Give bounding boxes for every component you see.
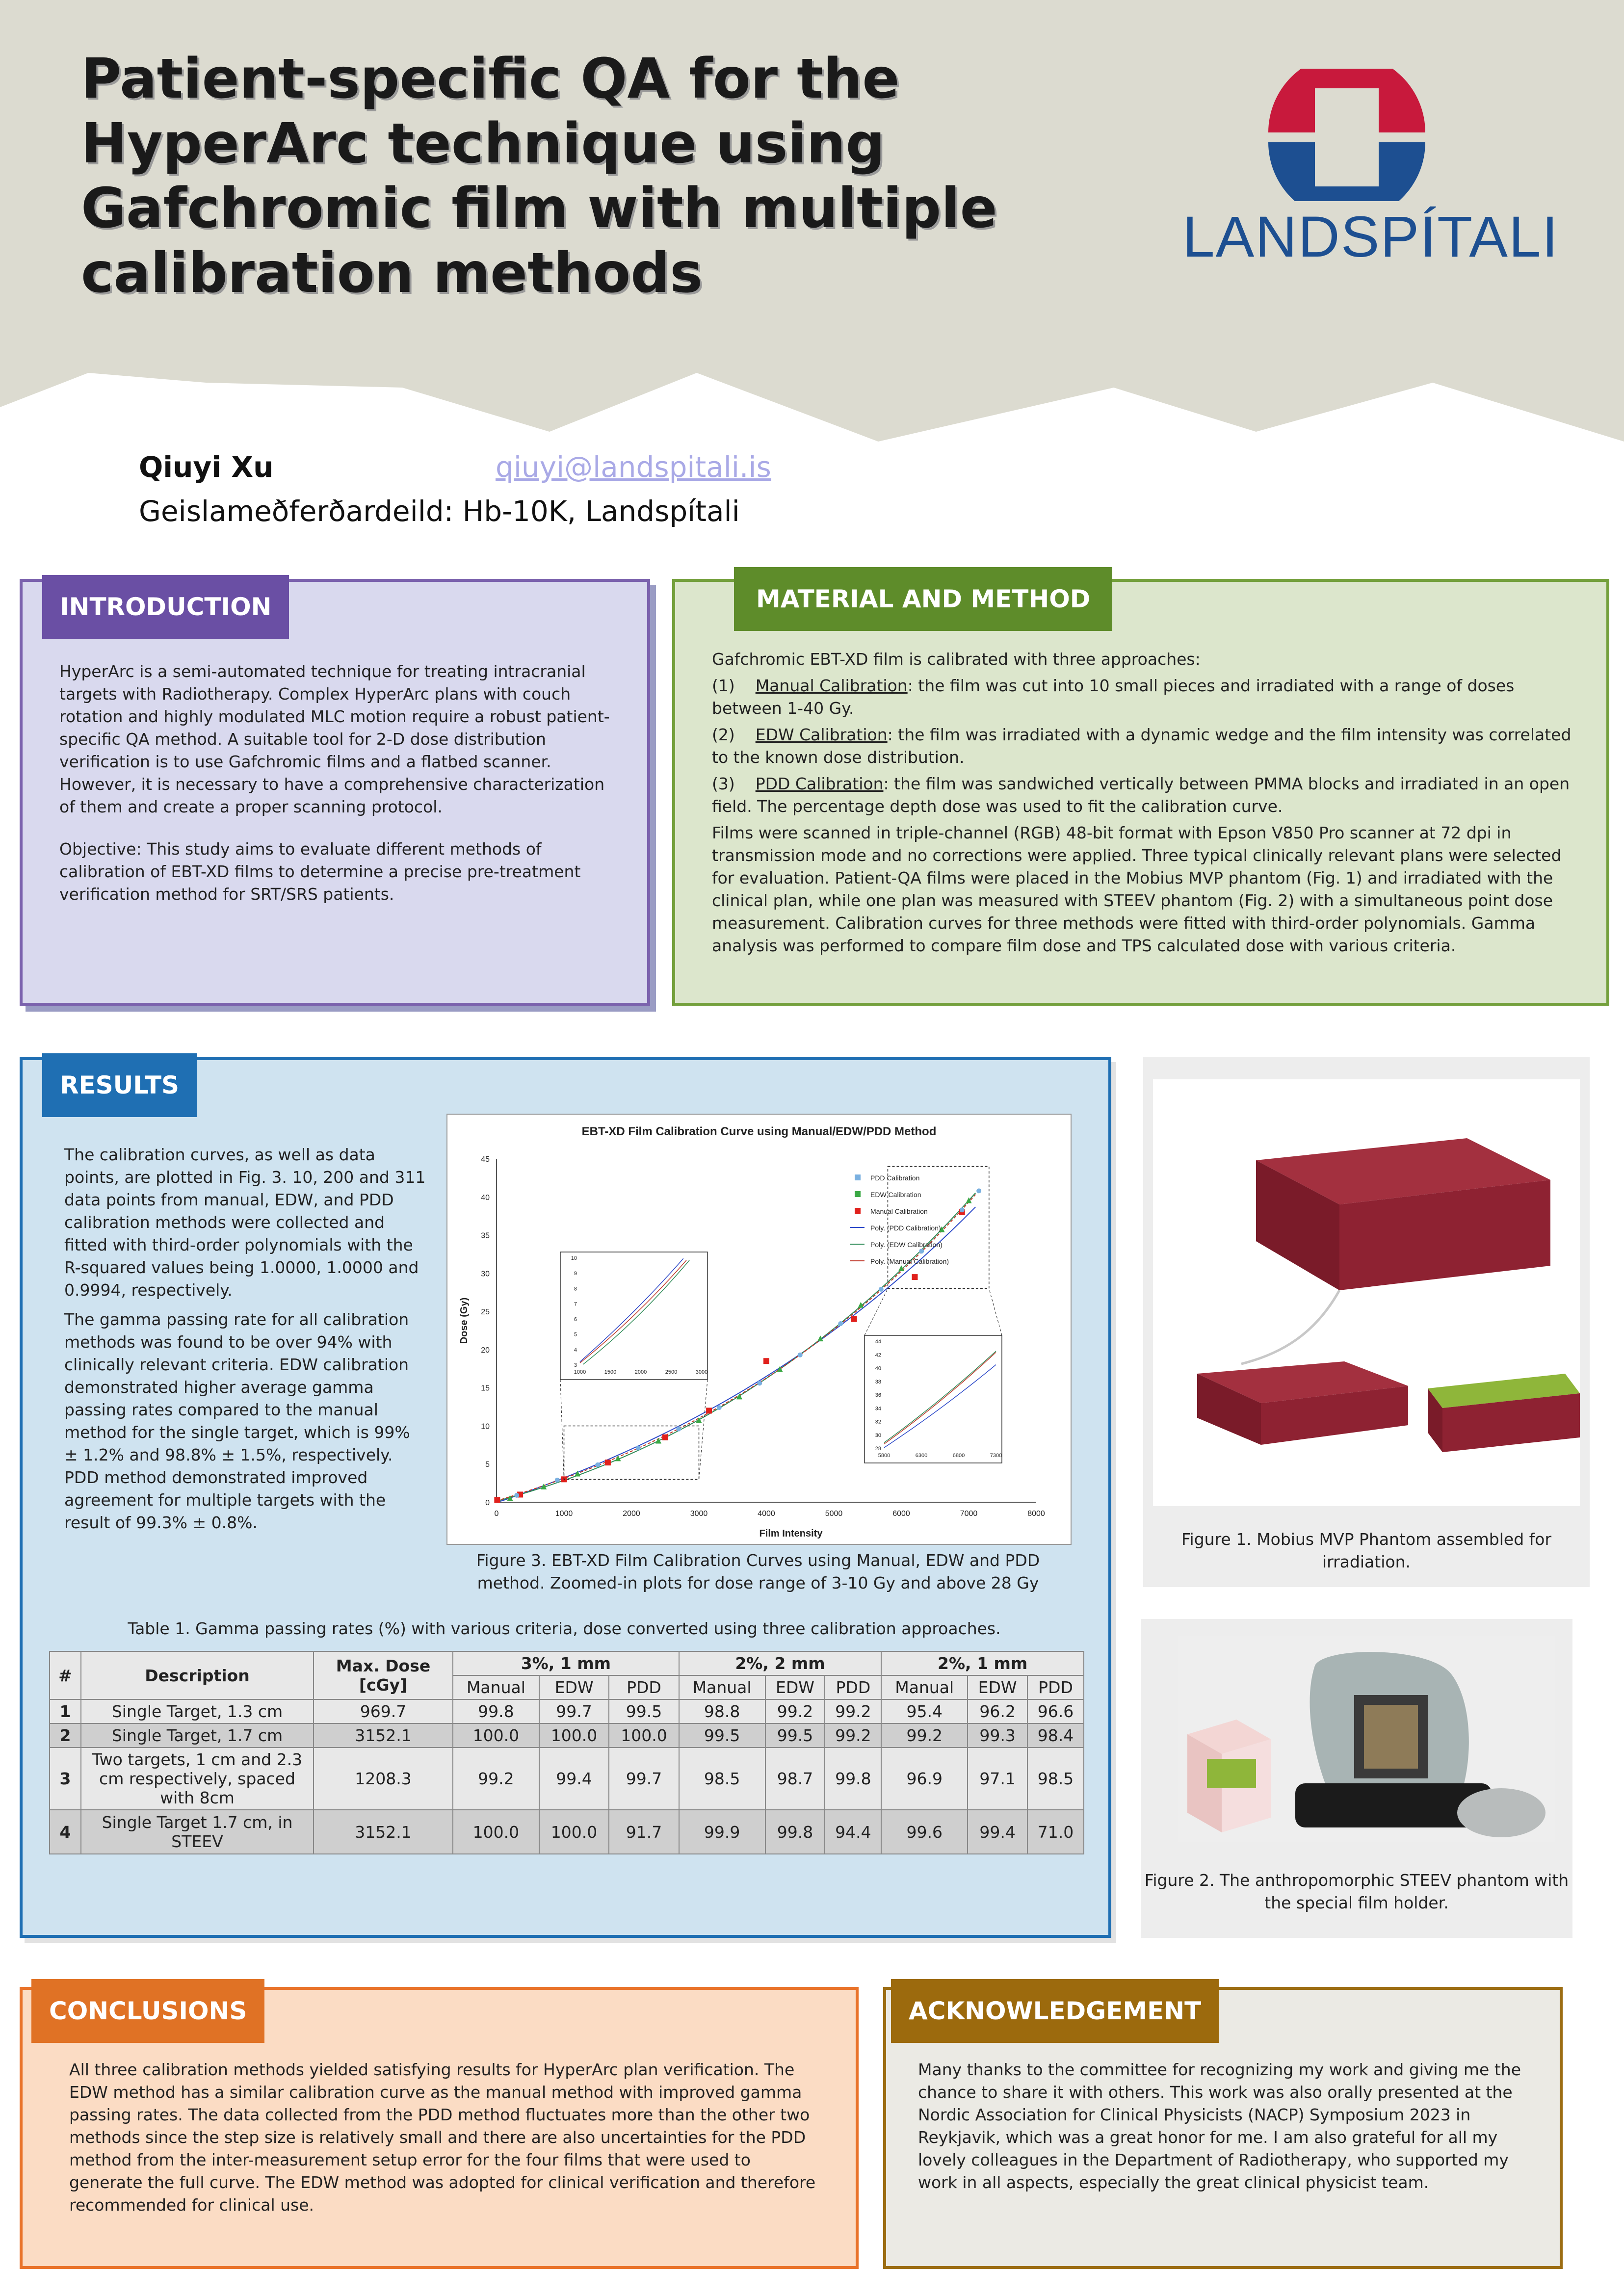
sub-header: PDD: [825, 1675, 881, 1699]
y-tick-label: 20: [481, 1346, 490, 1355]
row-value: 100.0: [453, 1723, 539, 1748]
chart-xlabel: Film Intensity: [759, 1528, 823, 1539]
acknowledgement-heading: ACKNOWLEDGEMENT: [891, 1979, 1219, 2043]
inset-y-tick: 42: [875, 1352, 881, 1358]
row-number: 2: [50, 1723, 81, 1748]
col-description: Description: [81, 1651, 314, 1699]
data-point: [514, 1493, 519, 1498]
row-value: 99.2: [453, 1748, 539, 1810]
data-point: [763, 1358, 769, 1364]
table-row: [50, 1723, 1084, 1748]
row-value: 99.4: [539, 1748, 609, 1810]
author-affiliation: Geislameðferðardeild: Hb-10K, Landspítali: [139, 495, 740, 528]
row-value: 98.4: [1027, 1723, 1084, 1748]
landspitali-logo: [1182, 69, 1559, 269]
legend-entry: PDD Calibration: [870, 1174, 920, 1182]
row-description: Single Target 1.7 cm, in STEEV: [81, 1810, 314, 1854]
sub-header: Manual: [453, 1675, 539, 1699]
row-number: 4: [50, 1810, 81, 1854]
method-heading: MATERIAL AND METHOD: [734, 567, 1112, 631]
inset-y-tick: 6: [574, 1316, 577, 1323]
row-value: 95.4: [881, 1699, 968, 1723]
legend-entry: Poly. (PDD Calibration): [870, 1224, 941, 1232]
col-max-dose: Max. Dose [cGy]: [314, 1651, 453, 1699]
row-max-dose: 3152.1: [314, 1723, 453, 1748]
y-tick-label: 40: [481, 1193, 490, 1202]
legend-marker: [855, 1174, 861, 1180]
introduction-text: [59, 660, 614, 913]
data-point: [605, 1460, 611, 1465]
data-point: [912, 1274, 918, 1280]
poster-title: Patient-specific QA for the HyperArc technique using Gafchromic film with multiple calibration methods: [81, 47, 997, 305]
group-header: 3%, 1 mm: [453, 1651, 679, 1675]
data-point: [662, 1435, 668, 1440]
y-tick-label: 5: [485, 1461, 490, 1469]
data-point: [976, 1188, 981, 1193]
y-tick-label: 15: [481, 1384, 490, 1393]
table-row: [50, 1748, 1084, 1810]
row-value: 99.7: [609, 1748, 679, 1810]
y-tick-label: 45: [481, 1155, 490, 1164]
method-intro: Gafchromic EBT-XD film is calibrated with three approaches:: [712, 650, 1201, 669]
method-item-1: (1) Manual Calibration: the film was cut into 10 small pieces and irradiated with a range of doses between 1-40 Gy.: [712, 676, 1515, 718]
introduction-panel: [20, 579, 650, 1006]
row-value: 99.2: [881, 1723, 968, 1748]
calibration-chart: [446, 1114, 1072, 1545]
steev-phantom-image: [1178, 1636, 1555, 1842]
acknowledgement-panel: [883, 1987, 1563, 2269]
row-value: 96.9: [881, 1748, 968, 1810]
inset-x-tick: 3000: [695, 1369, 708, 1375]
sub-header: EDW: [968, 1675, 1027, 1699]
row-value: 71.0: [1027, 1810, 1084, 1854]
sub-header: Manual: [881, 1675, 968, 1699]
chart-insets: [560, 1167, 1002, 1480]
data-point: [851, 1316, 857, 1322]
inset-y-tick: 34: [875, 1406, 881, 1412]
group-header: 2%, 2 mm: [679, 1651, 882, 1675]
y-tick-label: 25: [481, 1308, 490, 1317]
gamma-table: [49, 1651, 1084, 1854]
chart-title: EBT-XD Film Calibration Curve using Manual/EDW/PDD Method: [581, 1125, 937, 1138]
inset-y-tick: 40: [875, 1365, 881, 1372]
figure-1-caption: Figure 1. Mobius MVP Phantom assembled for irradiation.: [1181, 1530, 1552, 1571]
row-value: 99.8: [825, 1748, 881, 1810]
results-text: [64, 1144, 427, 1541]
figure-2: [1141, 1619, 1572, 1938]
sub-header: EDW: [765, 1675, 825, 1699]
method-closing: Films were scanned in triple-channel (RGB) 48-bit format with Epson V850 Pro scanner at 72 dpi in transmission mode and no corrections were applied. Three typical clinically relevant plans were selected for evaluation. Patient-QA films were placed in the Mobius MVP phantom (Fig. 1) and irradiated with the clinical plan, while one plan was measured with STEEV phantom (Fig. 2) with a simultaneous point dose measurement. Calibration curves for three methods were fitted with third-order polynomials. Gamma analysis was performed to compare film dose and TPS calculated dose with various criteria.: [712, 823, 1562, 955]
conclusions-panel: [20, 1987, 859, 2269]
legend-marker: [855, 1191, 861, 1197]
data-point: [919, 1249, 924, 1253]
x-tick-label: 5000: [825, 1510, 843, 1518]
x-tick-label: 7000: [960, 1510, 978, 1518]
data-point: [595, 1462, 600, 1467]
objective-paragraph: Objective: This study aims to evaluate different methods of calibration of EBT-XD films to determine a precise pre-treatment verification method for SRT/SRS patients.: [59, 839, 581, 904]
chart-legend: [850, 1174, 949, 1265]
x-tick-label: 2000: [623, 1510, 640, 1518]
row-value: 99.8: [453, 1699, 539, 1723]
inset-y-tick: 30: [875, 1432, 881, 1438]
x-tick-label: 0: [494, 1510, 499, 1518]
data-point: [636, 1446, 641, 1451]
row-value: 99.5: [765, 1723, 825, 1748]
data-point: [717, 1405, 722, 1410]
conclusions-text: All three calibration methods yielded satisfying results for HyperArc plan verification. The EDW method has a similar calibration curve as the manual method with improved gamma passing rates. The data collected from the PDD method fluctuates more than the other two methods since the step size is relatively small and there are also uncertainties for the PDD method from the inter-measurement setup error for the four films that were used to generate the full curve. The EDW method was adopted for clinical verification and therefore recommended for clinical use.: [69, 2060, 816, 2215]
sub-header: PDD: [609, 1675, 679, 1699]
legend-entry: Poly. (Manual Calibration): [870, 1257, 949, 1265]
inset-frame: [864, 1335, 1002, 1463]
method-item-3: (3) PDD Calibration: the film was sandwiched vertically between PMMA blocks and irradiated in an open field. The percentage depth dose was used to fit the calibration curve.: [712, 774, 1570, 816]
data-point: [960, 1207, 965, 1212]
inset-y-tick: 9: [574, 1271, 577, 1277]
inset-y-tick: 5: [574, 1331, 577, 1338]
row-value: 100.0: [539, 1810, 609, 1854]
row-number: 3: [50, 1748, 81, 1810]
data-point: [706, 1408, 712, 1413]
y-tick-label: 0: [485, 1499, 490, 1507]
row-number: 1: [50, 1699, 81, 1723]
y-tick-label: 35: [481, 1231, 490, 1240]
row-value: 99.7: [539, 1699, 609, 1723]
sub-header: EDW: [539, 1675, 609, 1699]
row-description: Single Target, 1.7 cm: [81, 1723, 314, 1748]
row-description: Two targets, 1 cm and 2.3 cm respectively, spaced with 8cm: [81, 1748, 314, 1810]
introduction-heading: INTRODUCTION: [42, 575, 289, 639]
zoom-connector: [560, 1380, 564, 1479]
inset-x-tick: 1500: [604, 1369, 617, 1375]
inset-x-tick: 6800: [952, 1453, 965, 1459]
row-value: 98.8: [679, 1699, 765, 1723]
gamma-table-body: [50, 1699, 1084, 1854]
row-value: 99.3: [968, 1723, 1027, 1748]
row-value: 100.0: [453, 1810, 539, 1854]
row-value: 98.7: [765, 1748, 825, 1810]
method-text: [712, 648, 1585, 961]
row-value: 99.9: [679, 1810, 765, 1854]
row-max-dose: 969.7: [314, 1699, 453, 1723]
intro-paragraph: HyperArc is a semi-automated technique for treating intracranial targets with Radiotherapy. Complex HyperArc plans with couch rotation and highly modulated MLC motion require a robust patient-specific QA method. A suitable tool for 2-D dose distribution verification is to use Gafchromic films and a flatbed scanner. However, it is necessary to have a comprehensive characterization of them and create a proper scanning protocol.: [59, 662, 610, 816]
x-tick-label: 3000: [690, 1510, 708, 1518]
legend-marker: [855, 1208, 861, 1214]
inset-x-tick: 6300: [915, 1453, 928, 1459]
author-name: Qiuyi Xu: [139, 450, 274, 484]
data-point: [757, 1381, 762, 1385]
table-1-caption: Table 1. Gamma passing rates (%) with various criteria, dose converted using three calibration approaches.: [128, 1619, 1001, 1638]
zoom-connector: [699, 1380, 708, 1479]
data-point: [555, 1478, 560, 1483]
data-point: [676, 1427, 681, 1432]
row-max-dose: 1208.3: [314, 1748, 453, 1810]
figure-1: [1143, 1057, 1590, 1587]
zoom-connector: [864, 1288, 888, 1335]
author-email-link[interactable]: qiuyi@landspitali.is: [496, 450, 771, 484]
data-point: [494, 1497, 500, 1503]
inset-x-tick: 2000: [634, 1369, 647, 1375]
data-point: [798, 1353, 803, 1357]
inset-x-tick: 5800: [878, 1453, 891, 1459]
group-header: 2%, 1 mm: [881, 1651, 1084, 1675]
inset-y-tick: 44: [875, 1339, 881, 1345]
inset-y-tick: 4: [574, 1347, 577, 1353]
inset-y-tick: 32: [875, 1419, 881, 1425]
row-value: 96.2: [968, 1699, 1027, 1723]
acknowledgement-text: Many thanks to the committee for recognizing my work and giving me the chance to share it with others. This work was also orally presented at the Nordic Association for Clinical Physicists (NACP) Symposium 2023 in Reykjavik, which was a great honor for me. I am also grateful for all my lovely colleagues in the Department of Radiotherapy, who supported my work in all aspects, especially the great clinical physicist team.: [918, 2060, 1521, 2192]
data-point: [696, 1417, 702, 1423]
method-item-2: (2) EDW Calibration: the film was irradiated with a dynamic wedge and the film intensity was correlated to the known dose distribution.: [712, 725, 1572, 767]
x-tick-label: 4000: [758, 1510, 775, 1518]
row-value: 98.5: [679, 1748, 765, 1810]
data-point: [655, 1438, 661, 1444]
y-tick-label: 10: [481, 1422, 490, 1431]
row-value: 99.5: [609, 1699, 679, 1723]
figure-2-caption: Figure 2. The anthropomorphic STEEV phantom with the special film holder.: [1144, 1871, 1569, 1912]
table-row: [50, 1699, 1084, 1723]
inset-y-tick: 10: [571, 1255, 577, 1261]
inset-y-tick: 36: [875, 1392, 881, 1398]
row-value: 99.2: [825, 1723, 881, 1748]
zoom-box: [564, 1426, 699, 1479]
logo-text: LANDSPÍTALI: [1182, 205, 1559, 269]
y-tick-label: 30: [481, 1270, 490, 1278]
inset-y-tick: 3: [574, 1362, 577, 1368]
logo-cross-icon: [1182, 69, 1511, 201]
method-panel: [672, 579, 1609, 1006]
inset-x-tick: 2500: [665, 1369, 678, 1375]
inset-y-tick: 28: [875, 1446, 881, 1452]
row-value: 99.8: [765, 1810, 825, 1854]
x-tick-label: 6000: [892, 1510, 910, 1518]
row-value: 99.5: [679, 1723, 765, 1748]
results-heading: RESULTS: [42, 1053, 197, 1117]
legend-entry: EDW Calibration: [870, 1191, 921, 1199]
x-tick-label: 1000: [555, 1510, 573, 1518]
x-tick-label: 8000: [1027, 1510, 1045, 1518]
chart-ylabel: Dose (Gy): [459, 1297, 470, 1344]
inset-x-tick: 1000: [574, 1369, 586, 1375]
results-paragraph: The calibration curves, as well as data points, are plotted in Fig. 3. 10, 200 and 311 data points from manual, EDW, and PDD calibration methods were collected and fitted with third-order polynomials with the R-squared values being 1.0000, 1.0000 and 0.9994, respectively.: [64, 1145, 426, 1300]
row-value: 100.0: [609, 1723, 679, 1748]
figure-3-caption: Figure 3. EBT-XD Film Calibration Curves using Manual, EDW and PDD method. Zoomed-in plots for dose range of 3-10 Gy and above 28 Gy: [476, 1551, 1040, 1592]
row-value: 100.0: [539, 1723, 609, 1748]
row-value: 96.6: [1027, 1699, 1084, 1723]
inset-y-tick: 8: [574, 1286, 577, 1292]
results-paragraph: The gamma passing rate for all calibration methods was found to be over 94% with clinically relevant criteria. EDW calibration demonstrated higher average gamma passing rates compared to the manual method for the single target, which is 99% ± 1.2% and 98.8% ± 1.5%, respectively. PDD method demonstrated improved agreement for multiple targets with the result of 99.3% ± 0.8%.: [64, 1310, 410, 1532]
row-value: 99.2: [825, 1699, 881, 1723]
inset-y-tick: 38: [875, 1379, 881, 1385]
inset-x-tick: 7300: [990, 1453, 1002, 1459]
legend-entry: Manual Calibration: [870, 1207, 928, 1215]
conclusions-heading: CONCLUSIONS: [31, 1979, 264, 2043]
row-max-dose: 3152.1: [314, 1810, 453, 1854]
row-value: 94.4: [825, 1810, 881, 1854]
sub-header: PDD: [1027, 1675, 1084, 1699]
zoom-connector: [989, 1288, 1002, 1335]
data-point: [879, 1287, 884, 1292]
sub-header: Manual: [679, 1675, 765, 1699]
mobius-phantom-image: [1153, 1079, 1580, 1506]
legend-entry: Poly. (EDW Calibration): [870, 1241, 943, 1249]
col-num: #: [50, 1651, 81, 1699]
row-value: 99.4: [968, 1810, 1027, 1854]
row-value: 99.2: [765, 1699, 825, 1723]
row-value: 91.7: [609, 1810, 679, 1854]
data-point: [838, 1321, 843, 1326]
row-value: 98.5: [1027, 1748, 1084, 1810]
row-value: 99.6: [881, 1810, 968, 1854]
row-description: Single Target, 1.3 cm: [81, 1699, 314, 1723]
table-row: [50, 1810, 1084, 1854]
inset-y-tick: 7: [574, 1301, 577, 1307]
row-value: 97.1: [968, 1748, 1027, 1810]
